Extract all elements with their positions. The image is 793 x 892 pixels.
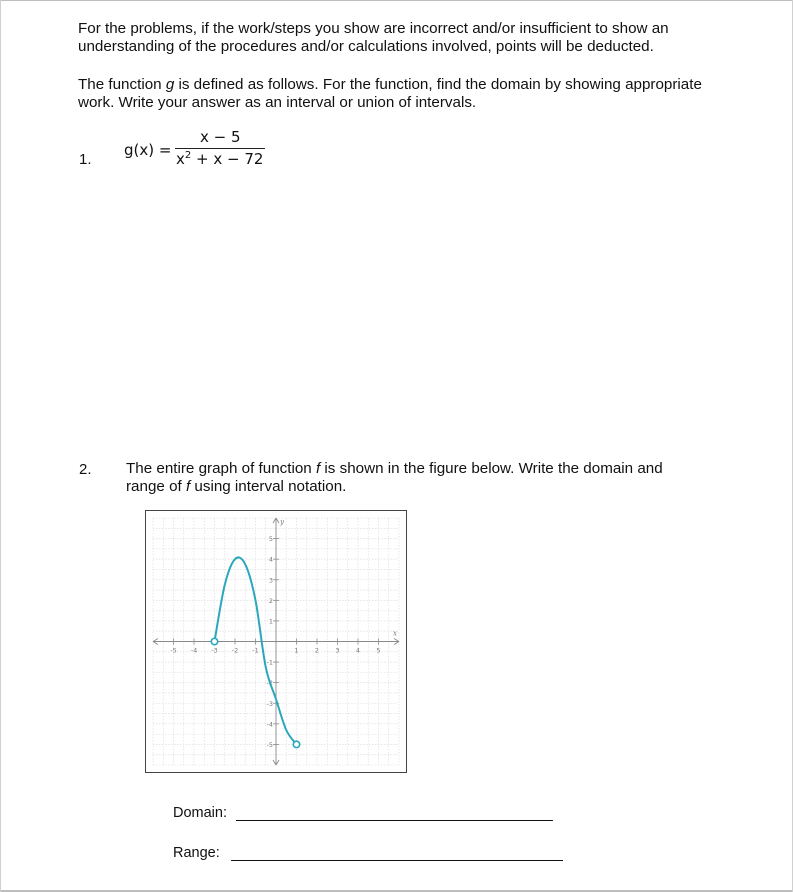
denominator-exponent: 2 (184, 150, 192, 161)
problem-2-text-d: using interval notation. (190, 478, 347, 495)
problem-2-line-2 (126, 478, 746, 496)
x-tick-label: 2 (314, 646, 320, 655)
instruction-text-a: The function (78, 76, 166, 93)
fraction-denominator (176, 150, 263, 168)
y-tick-label: -4 (266, 720, 273, 729)
x-tick-label: 4 (355, 646, 361, 655)
y-tick-label: 5 (268, 535, 273, 544)
y-tick-label: 4 (268, 555, 273, 564)
instruction-paragraph (78, 76, 758, 112)
y-axis-label: y (280, 518, 284, 526)
fraction-bar (175, 148, 265, 149)
page-left-edge (0, 0, 1, 892)
open-endpoint-end (293, 741, 299, 747)
x-tick-label: 1 (294, 646, 299, 655)
y-tick-label: 3 (268, 576, 273, 585)
y-tick-label: -3 (266, 699, 273, 708)
problem-2-number: 2. (79, 461, 92, 478)
problem-2-function-name-2: f (185, 478, 191, 495)
x-tick-label: -5 (170, 646, 177, 655)
fraction-numerator: x − 5 (200, 128, 241, 146)
range-label: Range: (173, 845, 220, 861)
x-tick-label: -3 (211, 646, 218, 655)
problem-2-text-c: range of (126, 478, 186, 495)
instruction-text-b: is defined as follows. For the function, find the domain by showing appropriate (174, 76, 702, 93)
problem-2-function-name: f (315, 460, 321, 477)
domain-label: Domain: (173, 805, 227, 821)
y-tick-label: -5 (266, 740, 273, 749)
domain-answer-line[interactable] (236, 820, 553, 821)
x-tick-label: -1 (252, 646, 259, 655)
x-tick-label: 5 (376, 646, 381, 655)
y-tick-label: -1 (266, 658, 273, 667)
x-tick-label: -2 (231, 646, 239, 655)
problem-2-line-1 (126, 460, 746, 478)
page-top-edge (0, 0, 793, 1)
intro-paragraph (78, 20, 758, 56)
x-axis-label: x (393, 629, 397, 638)
denominator-base: x (176, 150, 185, 168)
range-answer-line[interactable] (231, 860, 563, 861)
function-lhs: g(x) = (124, 141, 172, 159)
problem-2-text-b: is shown in the figure below. Write the domain and (320, 460, 663, 477)
y-tick-label: 1 (268, 617, 273, 626)
problem-2-prompt (126, 460, 746, 496)
instruction-line-1 (78, 76, 758, 94)
instruction-line-2: work. Write your answer as an interval or union of intervals. (78, 94, 477, 111)
denominator-rest: + x − 72 (191, 150, 264, 168)
function-graph (145, 510, 407, 773)
x-tick-label: 3 (335, 646, 340, 655)
instruction-function-name: g (165, 76, 175, 93)
problem-2-text-a: The entire graph of function (126, 460, 316, 477)
x-tick-label: -4 (190, 646, 198, 655)
intro-line-2: understanding of the procedures and/or calculations involved, points will be deducted. (78, 38, 654, 55)
problem-1-number: 1. (79, 151, 92, 168)
intro-line-1: For the problems, if the work/steps you show are incorrect and/or insufficient to show an (78, 20, 669, 37)
y-tick-label: -2 (266, 679, 273, 688)
open-endpoint-start (211, 638, 217, 644)
y-tick-label: 2 (268, 596, 273, 605)
